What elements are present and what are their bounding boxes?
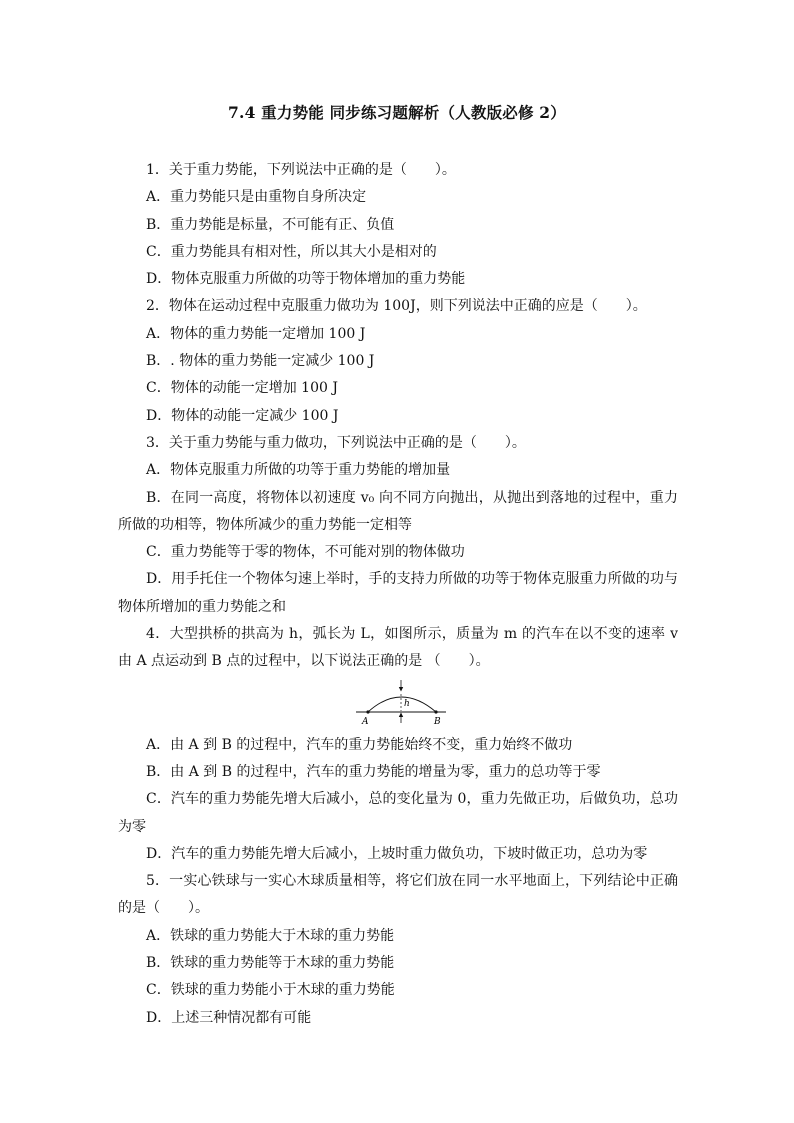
question-3-option-b: B．在同一高度，将物体以初速度 v₀ 向不同方向抛出，从抛出到落地的过程中，重力所做的功相等，物体所减少的重力势能一定相等 bbox=[118, 489, 678, 533]
question-1-option-d: D．物体克服重力所做的功等于物体增加的重力势能 bbox=[146, 271, 466, 288]
question-3-option-d: D．用手托住一个物体匀速上举时，手的支持力所做的功等于物体克服重力所做的功与物体所增加的重力势能之和 bbox=[118, 571, 678, 615]
question-list bbox=[118, 157, 678, 1032]
label-h: h bbox=[404, 698, 410, 709]
label-a: A bbox=[362, 716, 369, 727]
question-2-option-a: A．物体的重力势能一定增加 100 J bbox=[146, 325, 366, 342]
arch-bridge-figure bbox=[118, 680, 678, 730]
question-1-option-a: A．重力势能只是由重物自身所决定 bbox=[146, 189, 367, 206]
question-4-option-c: C．汽车的重力势能先增大后减小，总的变化量为 0，重力先做正功，后做负功，总功为零 bbox=[118, 791, 678, 835]
question-1-stem: 1．关于重力势能，下列说法中正确的是（ ）。 bbox=[146, 162, 456, 178]
question-2-option-b: B．. 物体的重力势能一定减少 100 J bbox=[146, 353, 375, 370]
question-4-stem: 4．大型拱桥的拱高为 h，弧长为 L，如图所示，质量为 m 的汽车在以不变的速率 v 由 A 点运动到 B 点的过程中，以下说法正确的是 （ ）。 bbox=[118, 626, 678, 670]
question-2-option-d: D．物体的动能一定减少 100 J bbox=[146, 407, 339, 424]
question-4-option-b: B．由 A 到 B 的过程中，汽车的重力势能的增量为零，重力的总功等于零 bbox=[146, 763, 601, 780]
question-2-option-c: C．物体的动能一定增加 100 J bbox=[146, 380, 338, 397]
question-5-stem: 5．一实心铁球与一实心木球质量相等，将它们放在同一水平地面上，下列结论中正确的是（ ）。 bbox=[118, 873, 678, 917]
question-5-option-a: A．铁球的重力势能大于木球的重力势能 bbox=[146, 927, 395, 944]
question-4-option-d: D．汽车的重力势能先增大后减小，上坡时重力做负功，下坡时做正功，总功为零 bbox=[146, 845, 648, 862]
question-5-option-b: B．铁球的重力势能等于木球的重力势能 bbox=[146, 955, 395, 972]
arch-bridge-diagram bbox=[356, 680, 446, 730]
page-title: 7.4 重力势能 同步练习题解析（人教版必修 2） bbox=[228, 103, 566, 122]
question-4-option-a: A．由 A 到 B 的过程中，汽车的重力势能始终不变，重力始终不做功 bbox=[146, 736, 573, 753]
question-5-option-c: C．铁球的重力势能小于木球的重力势能 bbox=[146, 982, 395, 999]
question-5-option-d: D．上述三种情况都有可能 bbox=[146, 1009, 312, 1026]
label-b: B bbox=[434, 716, 441, 727]
question-3-option-c: C．重力势能等于零的物体，不可能对别的物体做功 bbox=[146, 544, 465, 561]
question-2-stem: 2．物体在运动过程中克服重力做功为 100J，则下列说法中正确的应是（ ）。 bbox=[146, 298, 647, 315]
question-1-option-b: B．重力势能是标量，不可能有正、负值 bbox=[146, 216, 395, 233]
question-1-option-c: C．重力势能具有相对性，所以其大小是相对的 bbox=[146, 243, 437, 260]
question-3-option-a: A．物体克服重力所做的功等于重力势能的增加量 bbox=[146, 462, 451, 479]
question-3-stem: 3．关于重力势能与重力做功，下列说法中正确的是（ ）。 bbox=[146, 434, 526, 451]
